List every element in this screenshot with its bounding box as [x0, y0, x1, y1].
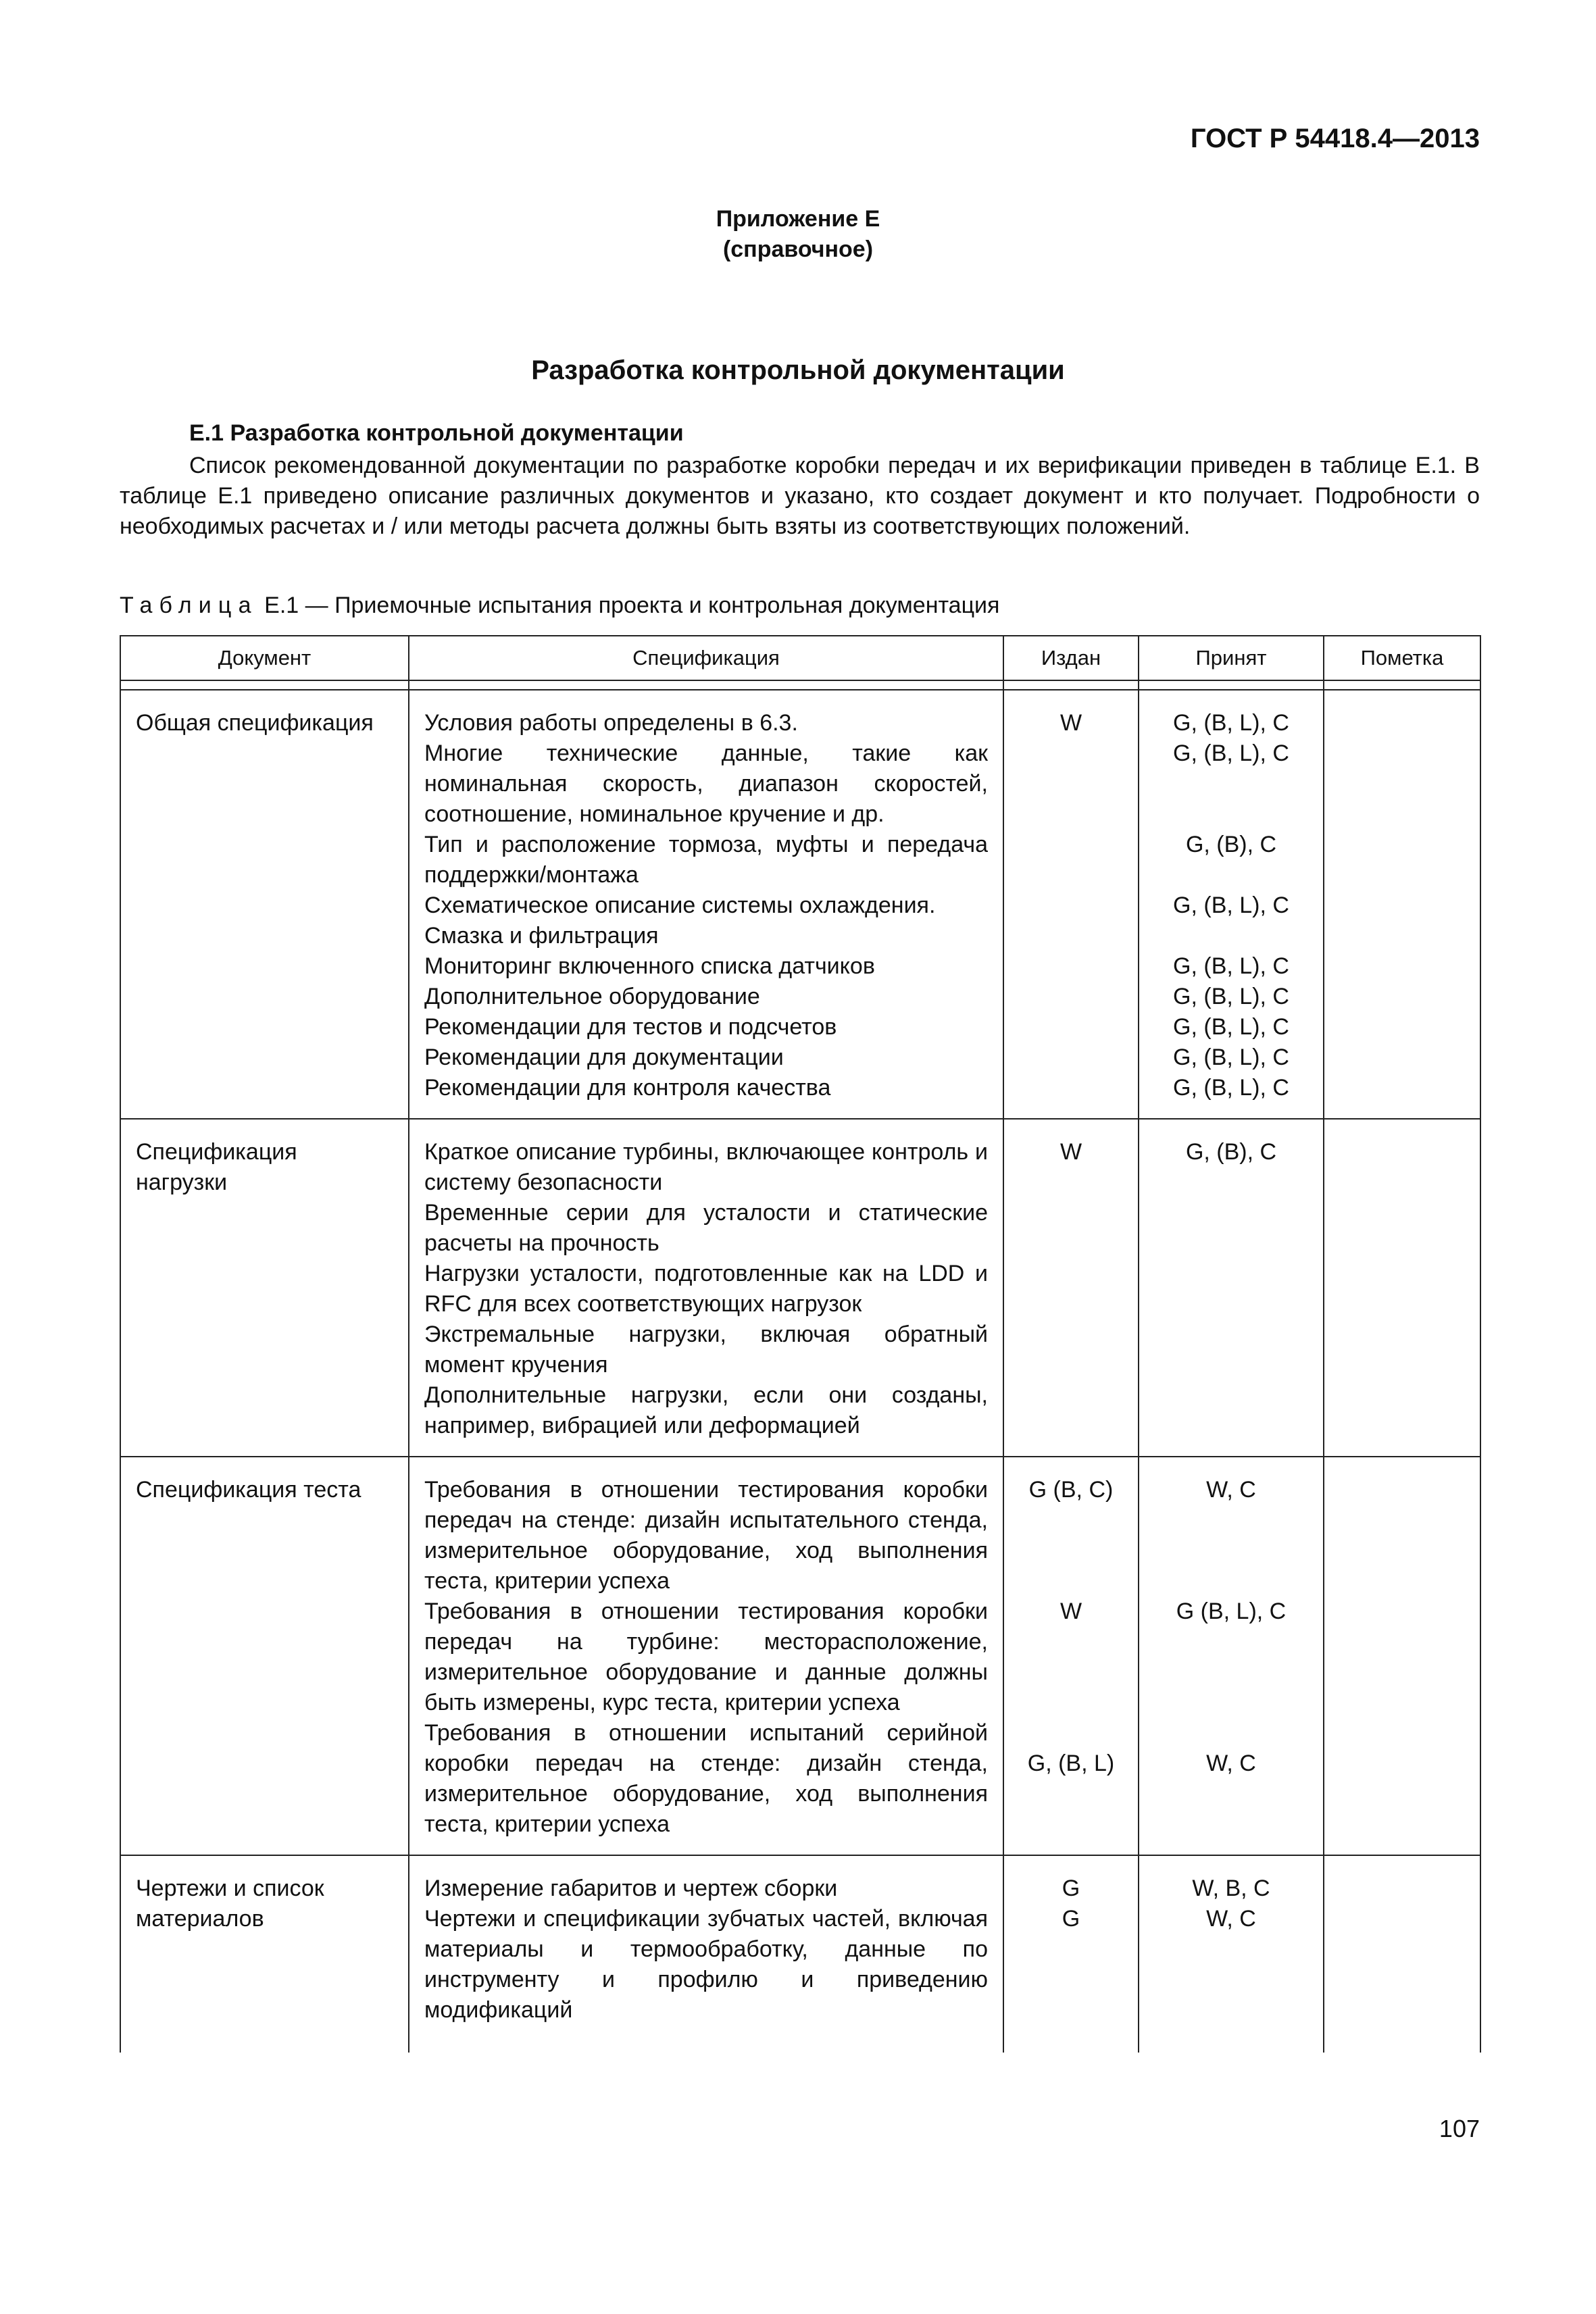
note-cell — [1324, 1457, 1480, 1855]
standard-code: ГОСТ Р 54418.4—2013 — [1190, 124, 1480, 153]
spacer — [1143, 769, 1319, 799]
appendix-subtitle: (справочное) — [722, 236, 874, 262]
spacer — [1008, 1536, 1134, 1566]
accepted-value: W, B, C — [1192, 1876, 1270, 1901]
issued-cell — [1003, 1457, 1139, 1855]
spacer — [1143, 1627, 1319, 1657]
accepted-value: G, (B), C — [1185, 832, 1277, 857]
documentation-table — [120, 635, 1481, 2053]
spacer — [1008, 1627, 1134, 1657]
table-caption-label: Таблица — [120, 593, 258, 618]
spacer — [1143, 1505, 1319, 1536]
spacer — [1008, 1505, 1134, 1536]
header-separator — [120, 680, 1480, 690]
accepted-value: G, (B, L), C — [1173, 1045, 1289, 1070]
accepted-value: G, (B, L), C — [1173, 710, 1289, 736]
accepted-value: G, (B, L), C — [1173, 984, 1289, 1009]
accepted-value: G, (B, L), C — [1173, 892, 1289, 918]
issued-value: W — [1059, 1139, 1082, 1165]
specification-item: Требования в отношении тестирования коробки передач на турбине: месторасположение, измерительное оборудование и данные должны быть измерены, курс теста, критерии успеха — [424, 1599, 988, 1715]
specification-item: Нагрузки усталости, подготовленные как на LDD и RFC для всех соответствующих нагрузок — [424, 1261, 988, 1317]
issued-value: W — [1059, 710, 1082, 736]
specification-item: Мониторинг включенного списка датчиков — [424, 953, 875, 979]
header-specification: Спецификация — [409, 636, 1003, 680]
specification-item: Краткое описание турбины, включающее контроль и систему безопасности — [424, 1139, 988, 1195]
accepted-value: G, (B, L), C — [1173, 953, 1289, 979]
accepted-value: G, (B, L), C — [1173, 1014, 1289, 1040]
accepted-value: W, C — [1206, 1751, 1256, 1776]
header-accepted: Принят — [1139, 636, 1324, 680]
spacer — [1143, 1718, 1319, 1749]
spacer — [1008, 1566, 1134, 1596]
accepted-value: G, (B), C — [1185, 1139, 1277, 1165]
issued-value: W — [1059, 1599, 1082, 1624]
note-cell — [1324, 690, 1480, 1119]
specification-cell — [409, 1119, 1003, 1457]
clause-heading: Е.1 Разработка контрольной документации — [189, 420, 684, 446]
header-note: Пометка — [1324, 636, 1480, 680]
spacer — [1008, 1657, 1134, 1688]
table-row — [120, 690, 1480, 1119]
note-cell — [1324, 1855, 1480, 2053]
specification-item: Экстремальные нагрузки, включая обратный момент кручения — [424, 1322, 988, 1378]
accepted-value: W, C — [1206, 1477, 1256, 1503]
accepted-value: G (B, L), C — [1176, 1599, 1287, 1624]
document-cell: Общая спецификация — [120, 690, 409, 1119]
issued-value: G (B, C) — [1028, 1477, 1114, 1503]
document-cell: Спецификация нагрузки — [120, 1119, 409, 1457]
clause-body — [120, 451, 1480, 542]
specification-item: Дополнительные нагрузки, если они созданы, например, вибрацией или деформацией — [424, 1382, 988, 1438]
specification-item: Чертежи и спецификации зубчатых частей, включая материалы и термообработку, данные по инструменту и профилю и приведению модификаций — [424, 1906, 988, 2023]
specification-item: Рекомендации для контроля качества — [424, 1075, 831, 1101]
table-row — [120, 1457, 1480, 1855]
specification-item: Требования в отношении тестирования коробки передач на стенде: дизайн испытательного стенда, измерительное оборудование, ход выполнения теста, критерии успеха — [424, 1477, 988, 1594]
header-document: Документ — [120, 636, 409, 680]
spacer — [1143, 1657, 1319, 1688]
specification-item: Рекомендации для документации — [424, 1045, 784, 1070]
specification-item: Измерение габаритов и чертеж сборки — [424, 1876, 838, 1901]
specification-item: Тип и расположение тормоза, муфты и передача поддержки/монтажа — [424, 832, 988, 888]
table-row — [120, 1855, 1480, 2053]
spacer — [1143, 799, 1319, 830]
specification-item: Многие технические данные, такие как номинальная скорость, диапазон скоростей, соотношение, номинальное кручение и др. — [424, 740, 988, 827]
issued-value: G, (B, L) — [1027, 1751, 1115, 1776]
accepted-cell — [1139, 1457, 1324, 1855]
issued-cell — [1003, 690, 1139, 1119]
document-cell: Чертежи и список материалов — [120, 1855, 409, 2053]
accepted-value: G, (B, L), C — [1173, 740, 1289, 766]
spacer — [1008, 1718, 1134, 1749]
specification-item: Временные серии для усталости и статические расчеты на прочность — [424, 1200, 988, 1256]
section-title: Разработка контрольной документации — [531, 355, 1065, 385]
spacer — [1143, 1688, 1319, 1718]
note-cell — [1324, 1119, 1480, 1457]
specification-cell — [409, 1855, 1003, 2053]
issued-value: G — [1062, 1876, 1080, 1901]
spacer — [1143, 860, 1319, 890]
specification-item: Схематическое описание системы охлаждения. — [424, 892, 936, 918]
table-caption-text: Е.1 — Приемочные испытания проекта и контрольная документация — [264, 593, 1000, 618]
issued-value: G — [1062, 1906, 1080, 1932]
issued-cell — [1003, 1855, 1139, 2053]
issued-cell — [1003, 1119, 1139, 1457]
specification-item: Смазка и фильтрация — [424, 923, 659, 949]
spacer — [1008, 1688, 1134, 1718]
specification-cell — [409, 1457, 1003, 1855]
appendix-title: Приложение Е — [716, 206, 880, 232]
table-body — [120, 690, 1480, 2053]
specification-item: Рекомендации для тестов и подсчетов — [424, 1014, 837, 1040]
specification-item: Дополнительное оборудование — [424, 984, 760, 1009]
table-header-row — [120, 636, 1480, 680]
clause-paragraph: Список рекомендованной документации по разработке коробки передач и их верификации приведен в таблице Е.1. В таблице Е.1 приведено описание различных документов и указано, кто создает документ и кто получает. Подробности о необходимых расчетах и / или методы расчета должны быть взяты из соответствующих положений. — [120, 453, 1480, 539]
spacer — [1143, 1536, 1319, 1566]
specification-item: Условия работы определены в 6.3. — [424, 710, 798, 736]
accepted-cell — [1139, 1855, 1324, 2053]
header-issued: Издан — [1003, 636, 1139, 680]
accepted-value: G, (B, L), C — [1173, 1075, 1289, 1101]
document-cell: Спецификация теста — [120, 1457, 409, 1855]
spacer — [1143, 1566, 1319, 1596]
spacer — [1143, 921, 1319, 951]
table-row — [120, 1119, 1480, 1457]
accepted-value: W, C — [1206, 1906, 1256, 1932]
specification-cell — [409, 690, 1003, 1119]
specification-item: Требования в отношении испытаний серийной коробки передач на стенде: дизайн стенда, измерительное оборудование, ход выполнения теста, критерии успеха — [424, 1720, 988, 1837]
table-caption — [120, 593, 999, 619]
page-number: 107 — [1439, 2115, 1480, 2142]
accepted-cell — [1139, 1119, 1324, 1457]
accepted-cell — [1139, 690, 1324, 1119]
